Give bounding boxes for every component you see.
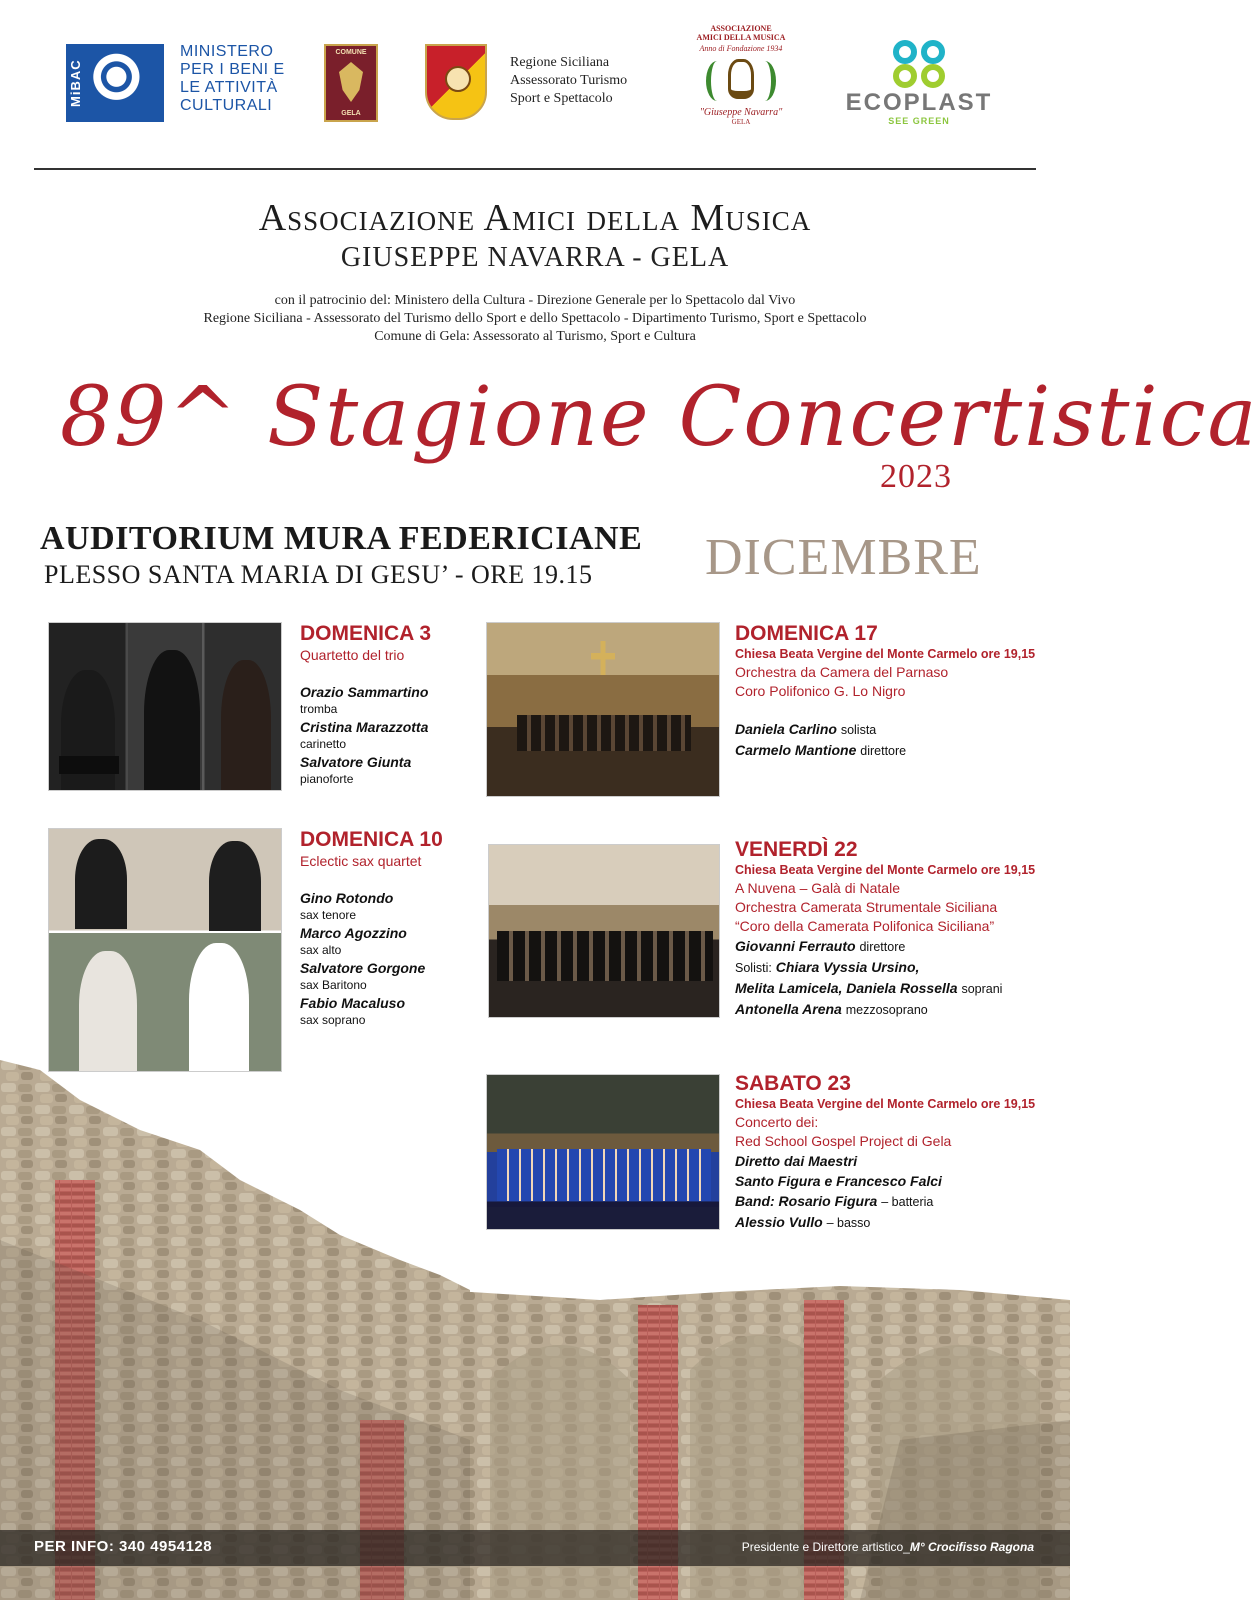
eagle-crest-icon (339, 62, 363, 102)
season-title: 89^ Stagione Concertistica (60, 370, 1258, 465)
event-domenica-10: DOMENICA 10 Eclectic sax quartet Gino Rotondo sax tenore Marco Agozzino sax alto Salvatore Gorgone sax Baritono Fabio Macaluso sax soprano (300, 828, 443, 1027)
event-venerdi-22: VENERDÌ 22 Chiesa Beata Vergine del Monte Carmelo ore 19,15 A Nuvena – Galà di Natale Orchestra Camerata Strumentale Siciliana “Coro della Camerata Polifonica Siciliana” Giovanni Ferrauto direttore Solisti: Chiara Vyssia Ursino, Melita Lamicela, Daniela Rossella soprani Antonella Arena mezzosoprano (735, 838, 1036, 1017)
event-domenica-17: DOMENICA 17 Chiesa Beata Vergine del Monte Carmelo ore 19,15 Orchestra da Camera del Parnaso Coro Polifonico G. Lo Nigro Daniela Carlino solista Carmelo Mantione direttore (735, 622, 1036, 758)
ecoplast-logo: ECOPLAST SEE GREEN (834, 38, 1004, 130)
photo-trio (48, 622, 282, 791)
photo-church-orchestra (486, 622, 720, 797)
venue-name: AUDITORIUM MURA FEDERICIANE (40, 520, 643, 557)
amici-musica-logo: ASSOCIAZIONE AMICI DELLA MUSICA Anno di Fondazione 1934 "Giuseppe Navarra" GELA (696, 24, 786, 126)
ecoplast-mark-icon (889, 38, 949, 90)
venue-detail: PLESSO SANTA MARIA DI GESU’ - ORE 19.15 (44, 560, 593, 589)
footer-bar (0, 1530, 1070, 1566)
sponsor-logos (0, 0, 1070, 160)
lyre-icon (706, 55, 776, 105)
patronage-text: con il patrocinio del: Ministero della Cultura - Direzione Generale per lo Spettacolo dal Vivo Regione Siciliana - Assessorato del Turismo dello Sport e dello Spettacolo - Dipartimento Turismo, Sport e Spettacolo Comune di Gela: Assessorato al Turismo, Sport e Cultura (203, 293, 867, 344)
comune-gela-logo: COMUNE GELA (324, 44, 378, 122)
photo-gospel-choir (486, 1074, 720, 1230)
header-divider (34, 168, 1036, 170)
season-year: 2023 (880, 458, 952, 495)
trinacria-icon (445, 66, 471, 92)
association-title: Associazione Amici della Musica (258, 197, 812, 239)
event-domenica-3: DOMENICA 3 Quartetto del trio Orazio Sammartino tromba Cristina Marazzotta carinetto Salvatore Giunta pianoforte (300, 622, 432, 786)
mibac-head-icon (90, 52, 156, 114)
association-subtitle: GIUSEPPE NAVARRA - GELA (340, 242, 730, 273)
photo-sax-quartet (48, 828, 282, 1072)
mibac-mark: MiBAC (68, 59, 83, 107)
regione-text: Regione Siciliana Assessorato Turismo Sport e Spettacolo (510, 55, 628, 106)
month-label: DICEMBRE (705, 529, 982, 586)
artistic-director: Presidente e Direttore artistico_M° Crocifisso Ragona (741, 1540, 1034, 1554)
contact-info: PER INFO: 340 4954128 (34, 1538, 213, 1555)
mibac-logo (66, 44, 164, 122)
ministero-text: MINISTERO PER I BENI E LE ATTIVITÀ CULTURALI (180, 43, 285, 114)
regione-siciliana-shield (425, 44, 487, 120)
photo-church-choir (488, 844, 720, 1018)
event-sabato-23: SABATO 23 Chiesa Beata Vergine del Monte Carmelo ore 19,15 Concerto dei: Red School Gospel Project di Gela Diretto dai Maestri Santo Figura e Francesco Falci Band: Rosario Figura – batteria Alessio Vullo – basso (735, 1072, 1036, 1230)
